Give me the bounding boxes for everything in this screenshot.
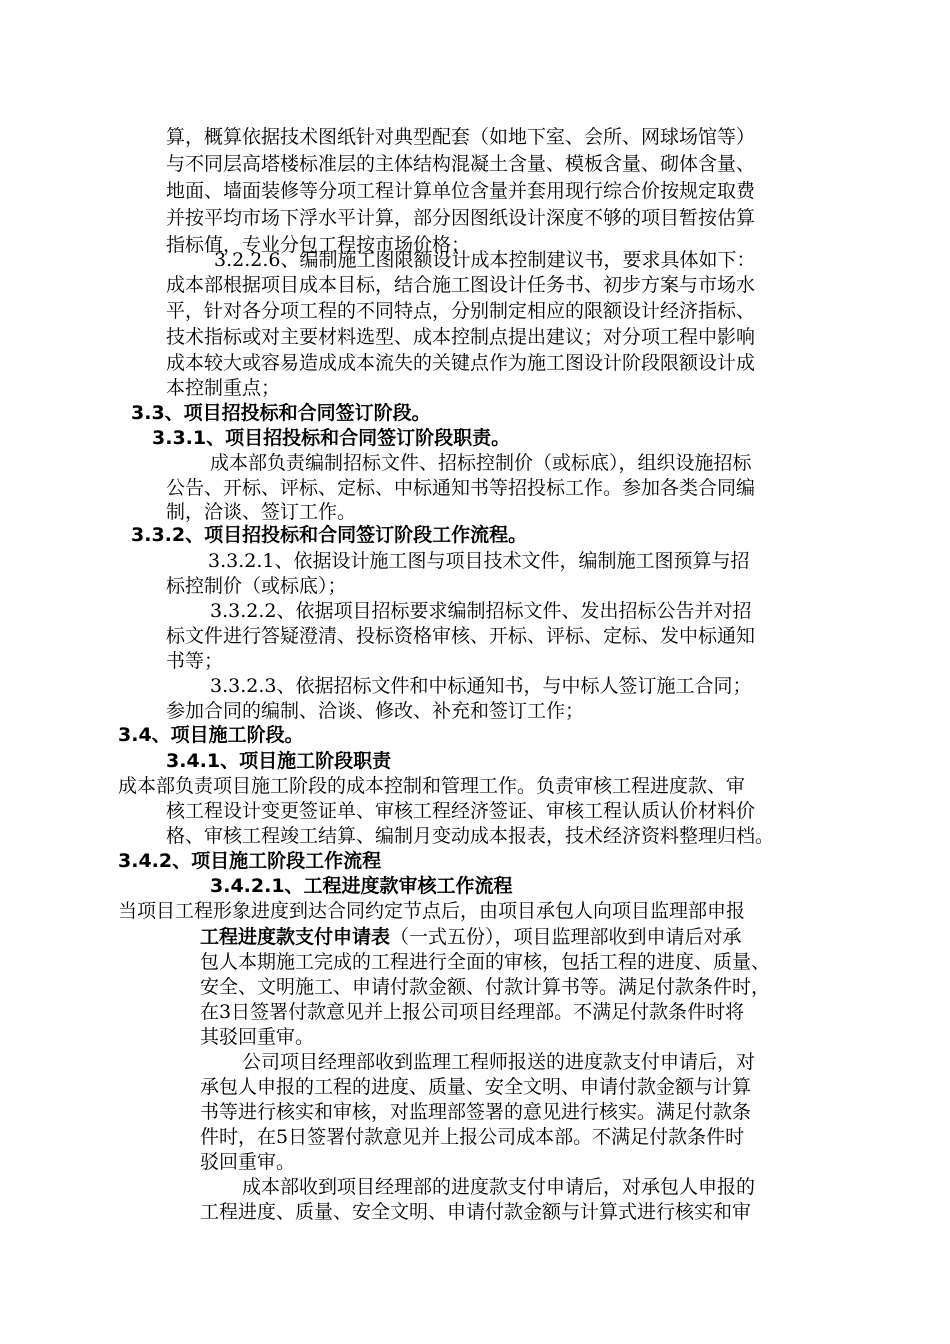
section-heading: 3.4、项目施工阶段。 [118, 724, 304, 746]
paragraph-line: 成本较大或容易造成成本流失的关键点作为施工图设计阶段限额设计成 [166, 352, 756, 374]
paragraph-line: 与不同层高塔楼标准层的主体结构混凝土含量、模板含量、砌体含量、 [166, 153, 756, 175]
section-heading: 3.3、项目招投标和合同签订阶段。 [131, 402, 431, 424]
paragraph-line: 参加合同的编制、洽谈、修改、补充和签订工作； [166, 700, 585, 722]
paragraph-line [200, 924, 742, 950]
paragraph-line: 工程进度、质量、安全文明、申请付款金额与计算式进行核实和审 [200, 1201, 752, 1223]
paragraph-line: 技术指标或对主要材料选型、成本控制点提出建议；对分项工程中影响 [166, 326, 756, 348]
subsubsection-heading: 3.4.2.1、工程进度款审核工作流程 [210, 875, 513, 897]
paragraph-line: 并按平均市场下浮水平计算，部分因图纸设计深度不够的项目暂按估算 [166, 207, 756, 229]
subsection-heading: 3.3.2、项目招投标和合同签订阶段工作流程。 [131, 524, 528, 546]
item-line: 3.2.2.6、编制施工图限额设计成本控制建议书，要求具体如下： [214, 249, 756, 271]
paragraph-line: 地面、墙面装修等分项工程计算单位含量并套用现行综合价按规定取费 [166, 180, 756, 202]
paragraph-line: 平，针对各分项工程的不同特点，分别制定相应的限额设计经济指标、 [166, 300, 756, 322]
subsection-heading: 3.4.1、项目施工阶段职责 [166, 750, 392, 772]
paragraph-line: 成本部负责编制招标文件、招标控制价（或标底），组织设施招标 [210, 452, 752, 474]
item-line: 3.3.2.3、依据招标文件和中标通知书，与中标人签订施工合同； [210, 675, 752, 697]
paragraph-line: 公司项目经理部收到监理工程师报送的进度款支付申请后，对 [242, 1051, 756, 1073]
paragraph-line: 本控制重点； [166, 377, 281, 399]
paragraph-line: 在3日签署付款意见并上报公司项目经理部。不满足付款条件时将 [200, 1001, 745, 1023]
paragraph-line: 制，洽谈、签订工作。 [166, 501, 357, 523]
paragraph-line: 成本部根据项目成本目标，结合施工图设计任务书、初步方案与市场水 [166, 274, 756, 296]
paragraph-line: 格、审核工程竣工结算、编制月变动成本报表，技术经济资料整理归档。 [166, 825, 775, 847]
paragraph-line: 其驳回重审。 [200, 1026, 315, 1048]
paragraph-text: （一式五份），项目监理部收到申请后对承 [390, 926, 742, 948]
paragraph-line: 包人本期施工完成的工程进行全面的审核，包括工程的进度、质量、 [200, 951, 771, 973]
paragraph-line: 算，概算依据技术图纸针对典型配套（如地下室、会所、网球场馆等） [166, 126, 756, 148]
paragraph-line: 标文件进行答疑澄清、投标资格审核、开标、评标、定标、发中标通知 [166, 625, 756, 647]
subsection-heading: 3.3.1、项目招投标和合同签订阶段职责。 [152, 427, 511, 449]
subsection-heading: 3.4.2、项目施工阶段工作流程 [118, 850, 382, 872]
paragraph-line: 公告、开标、评标、定标、中标通知书等招投标工作。参加各类合同编 [166, 477, 756, 499]
paragraph-line: 件时，在5日签署付款意见并上报公司成本部。不满足付款条件时 [200, 1126, 745, 1148]
item-line: 3.3.2.1、依据设计施工图与项目技术文件，编制施工图预算与招 [208, 550, 750, 572]
paragraph-line: 书等； [166, 650, 224, 672]
paragraph-line: 成本部负责项目施工阶段的成本控制和管理工作。负责审核工程进度款、审 [118, 775, 746, 797]
paragraph-line: 安全、文明施工、申请付款金额、付款计算书等。满足付款条件时， [200, 976, 771, 998]
paragraph-line: 承包人申报的工程的进度、质量、安全文明、申请付款金额与计算 [200, 1076, 752, 1098]
paragraph-line: 书等进行核实和审核，对监理部签署的意见进行核实。满足付款条 [200, 1101, 752, 1123]
paragraph-line: 当项目工程形象进度到达合同约定节点后，由项目承包人向项目监理部申报 [118, 900, 746, 922]
paragraph-line: 驳回重审。 [200, 1151, 296, 1173]
item-line: 3.3.2.2、依据项目招标要求编制招标文件、发出招标公告并对招 [210, 600, 752, 622]
paragraph-line: 标控制价（或标底）； [166, 575, 347, 597]
paragraph-line: 核工程设计变更签证单、审核工程经济签证、审核工程认质认价材料价 [166, 800, 756, 822]
bold-term: 工程进度款支付申请表 [200, 926, 391, 948]
paragraph-line: 成本部收到项目经理部的进度款支付申请后，对承包人申报的 [242, 1176, 756, 1198]
paragraph-line: 指标值，专业分包工程按市场价格； [166, 234, 471, 256]
